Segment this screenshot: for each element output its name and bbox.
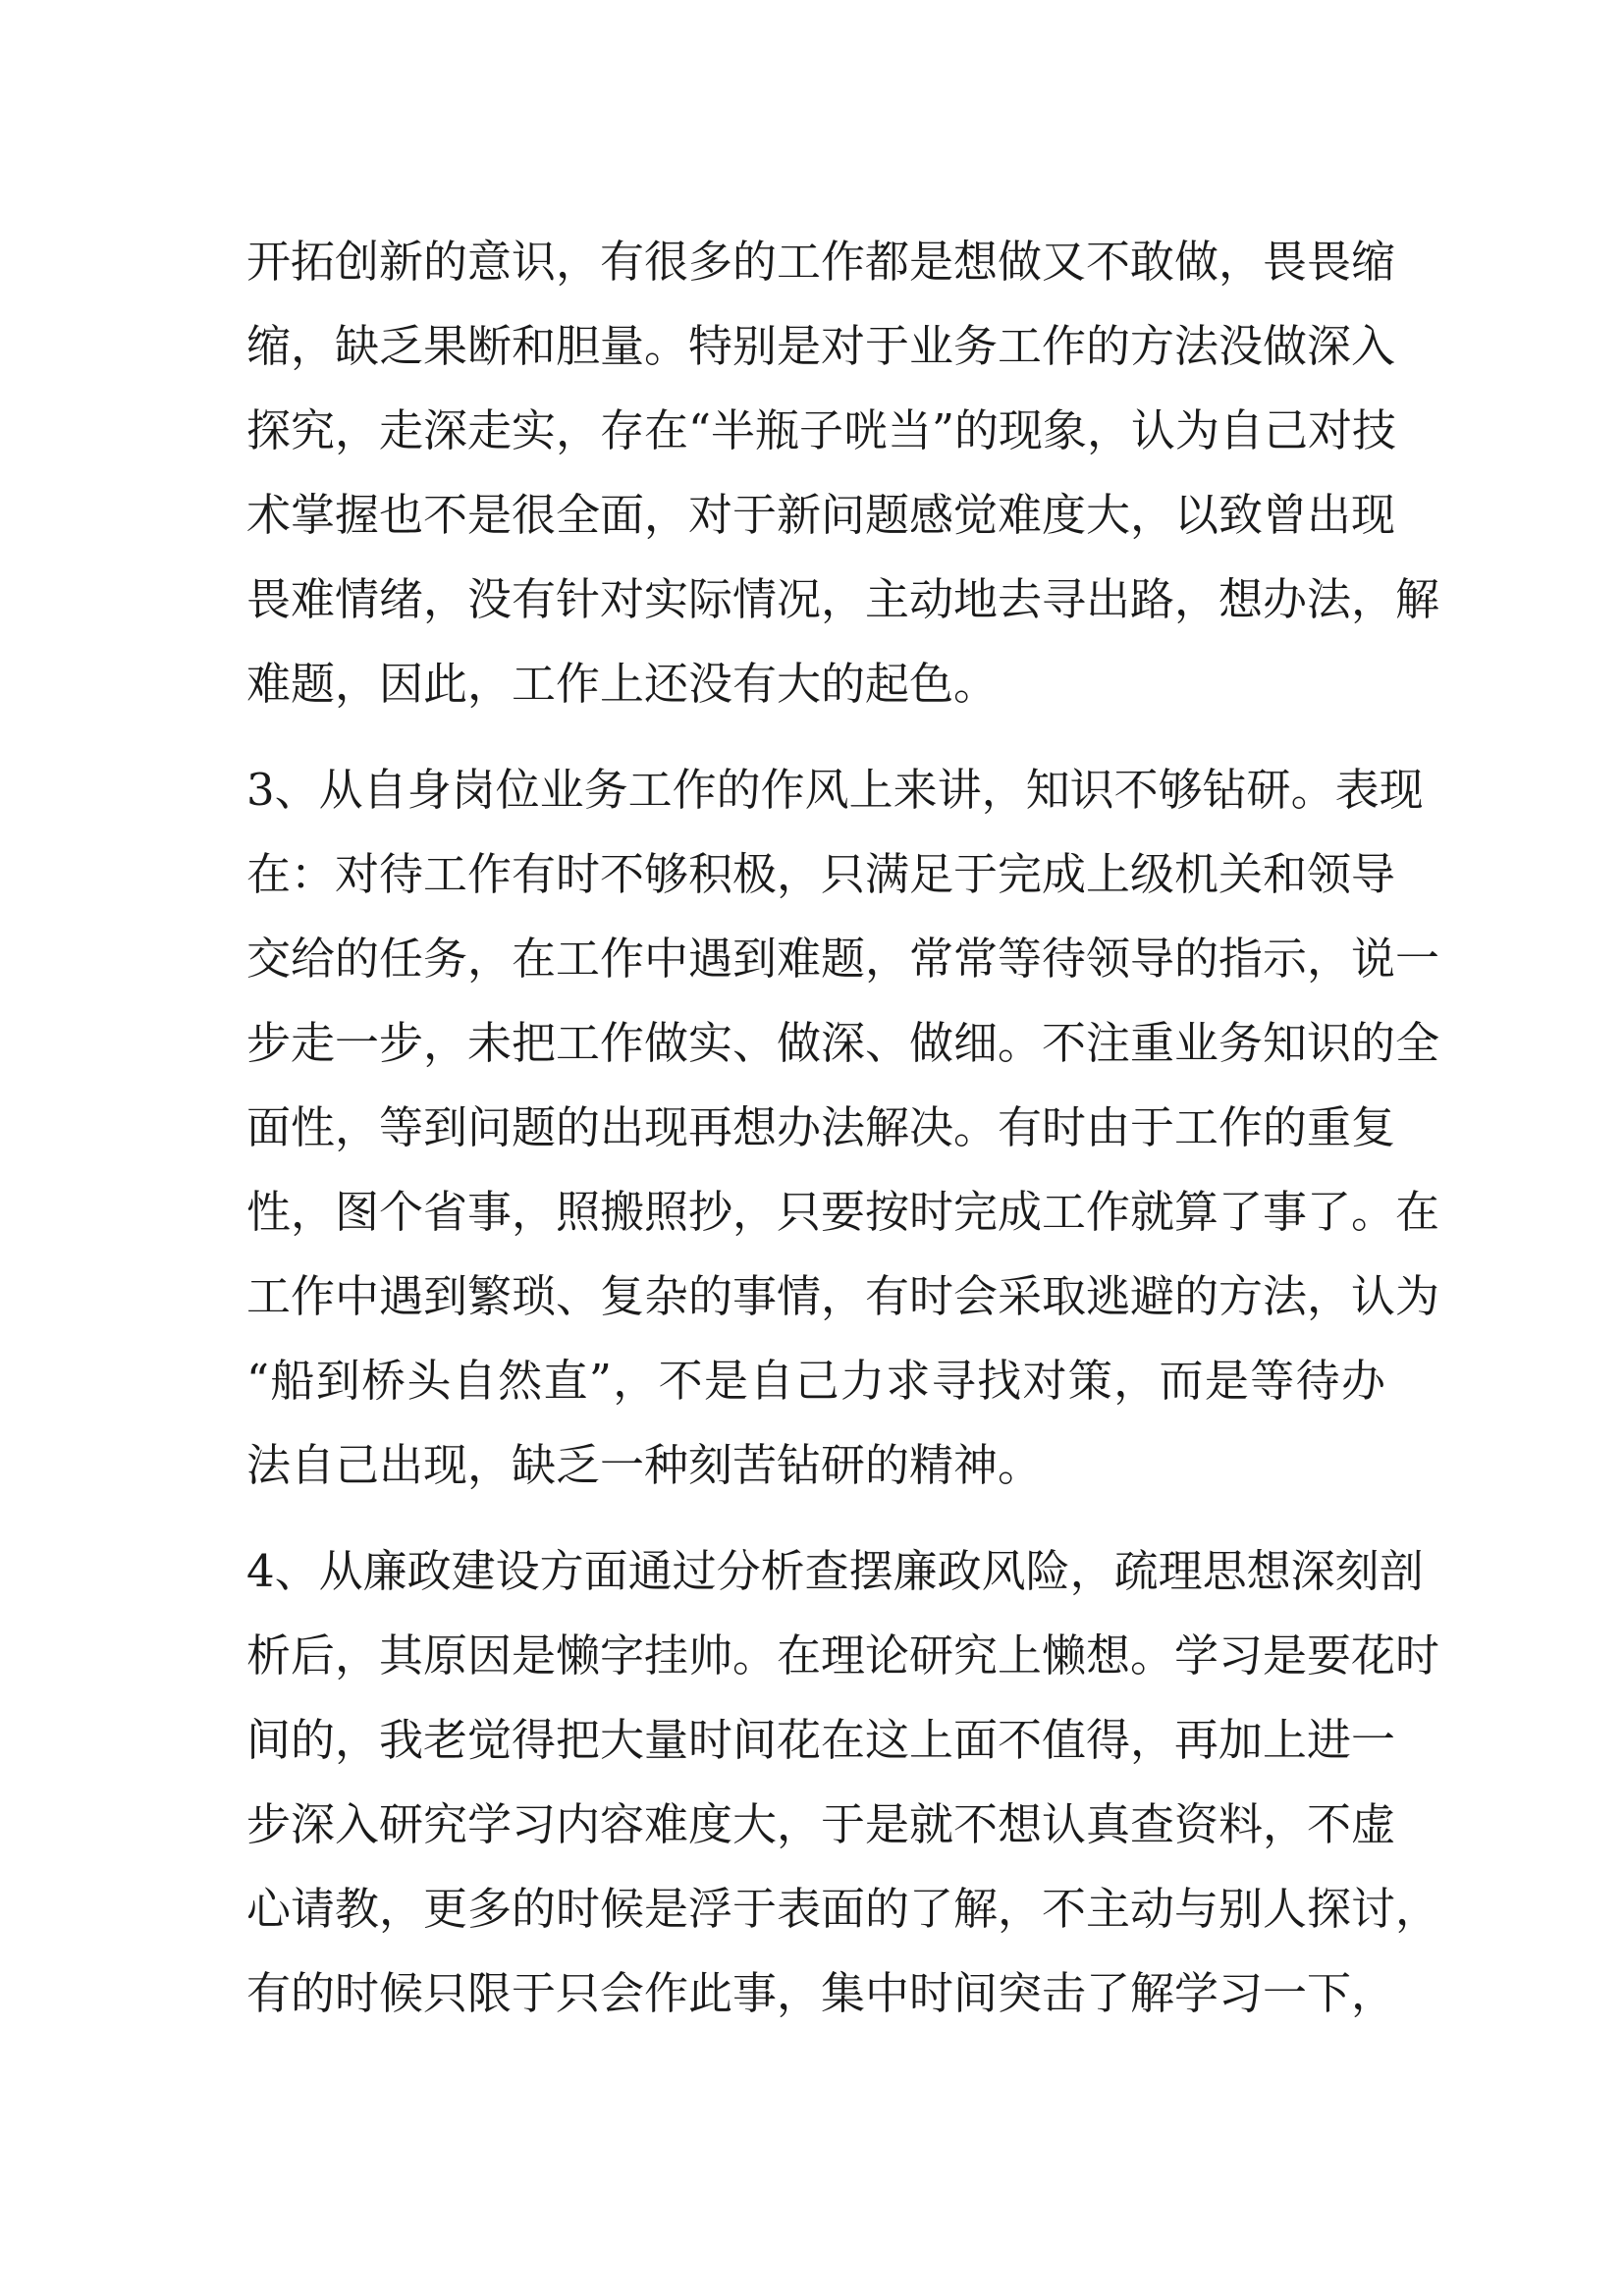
text-line: 法自己出现，缺乏一种刻苦钻研的精神。 [246,1439,1043,1491]
text-line: 3、从自身岗位业务工作的作风上来讲，知识不够钻研。表现 [246,764,1424,816]
text-line: 术掌握也不是很全面，对于新问题感觉难度大，以致曾出现 [246,489,1396,541]
paragraph-1 [246,220,1440,726]
paragraph-spacer [246,1508,1385,1529]
text-line: “船到桥头自然直”，不是自己力求寻找对策，而是等待办 [246,1355,1385,1407]
text-line: 4、从廉政建设方面通过分析查摆廉政风险，疏理思想深刻剖 [246,1545,1424,1597]
text-line: 探究，走深走实，存在“半瓶子咣当”的现象，认为自己对技 [246,404,1397,456]
text-line: 有的时候只限于只会作此事，集中时间突击了解学习一下， [246,1967,1396,2019]
text-line: 性，图个省事，照搬照抄，只要按时完成工作就算了事了。在 [246,1186,1440,1238]
text-line: 缩，缺乏果断和胆量。特别是对于业务工作的方法没做深入 [246,320,1396,372]
text-line: 难题，因此，工作上还没有大的起色。 [246,658,999,710]
text-line: 在：对待工作有时不够积极，只满足于完成上级机关和领导 [246,848,1396,900]
paragraph-3 [246,1529,1440,2036]
body-text [246,220,1440,2036]
text-line: 步深入研究学习内容难度大，于是就不想认真查资料，不虚 [246,1798,1396,1850]
text-line: 步走一步，未把工作做实、做深、做细。不注重业务知识的全 [246,1017,1440,1069]
paragraph-2 [246,748,1440,1508]
text-line: 心请教，更多的时候是浮于表面的了解，不主动与别人探讨， [246,1883,1440,1935]
text-line: 面性，等到问题的出现再想办法解决。有时由于工作的重复 [246,1101,1396,1153]
text-line: 工作中遇到繁琐、复杂的事情，有时会采取逃避的方法，认为 [246,1270,1440,1322]
text-line: 间的，我老觉得把大量时间花在这上面不值得，再加上进一 [246,1714,1396,1766]
text-line: 交给的任务，在工作中遇到难题，常常等待领导的指示，说一 [246,933,1440,985]
text-line: 析后，其原因是懒字挂帅。在理论研究上懒想。学习是要花时 [246,1629,1440,1682]
paragraph-spacer [246,726,1385,748]
text-line: 畏难情绪，没有针对实际情况，主动地去寻出路，想办法，解 [246,573,1440,625]
text-line: 开拓创新的意识，有很多的工作都是想做又不敢做，畏畏缩 [246,236,1396,288]
